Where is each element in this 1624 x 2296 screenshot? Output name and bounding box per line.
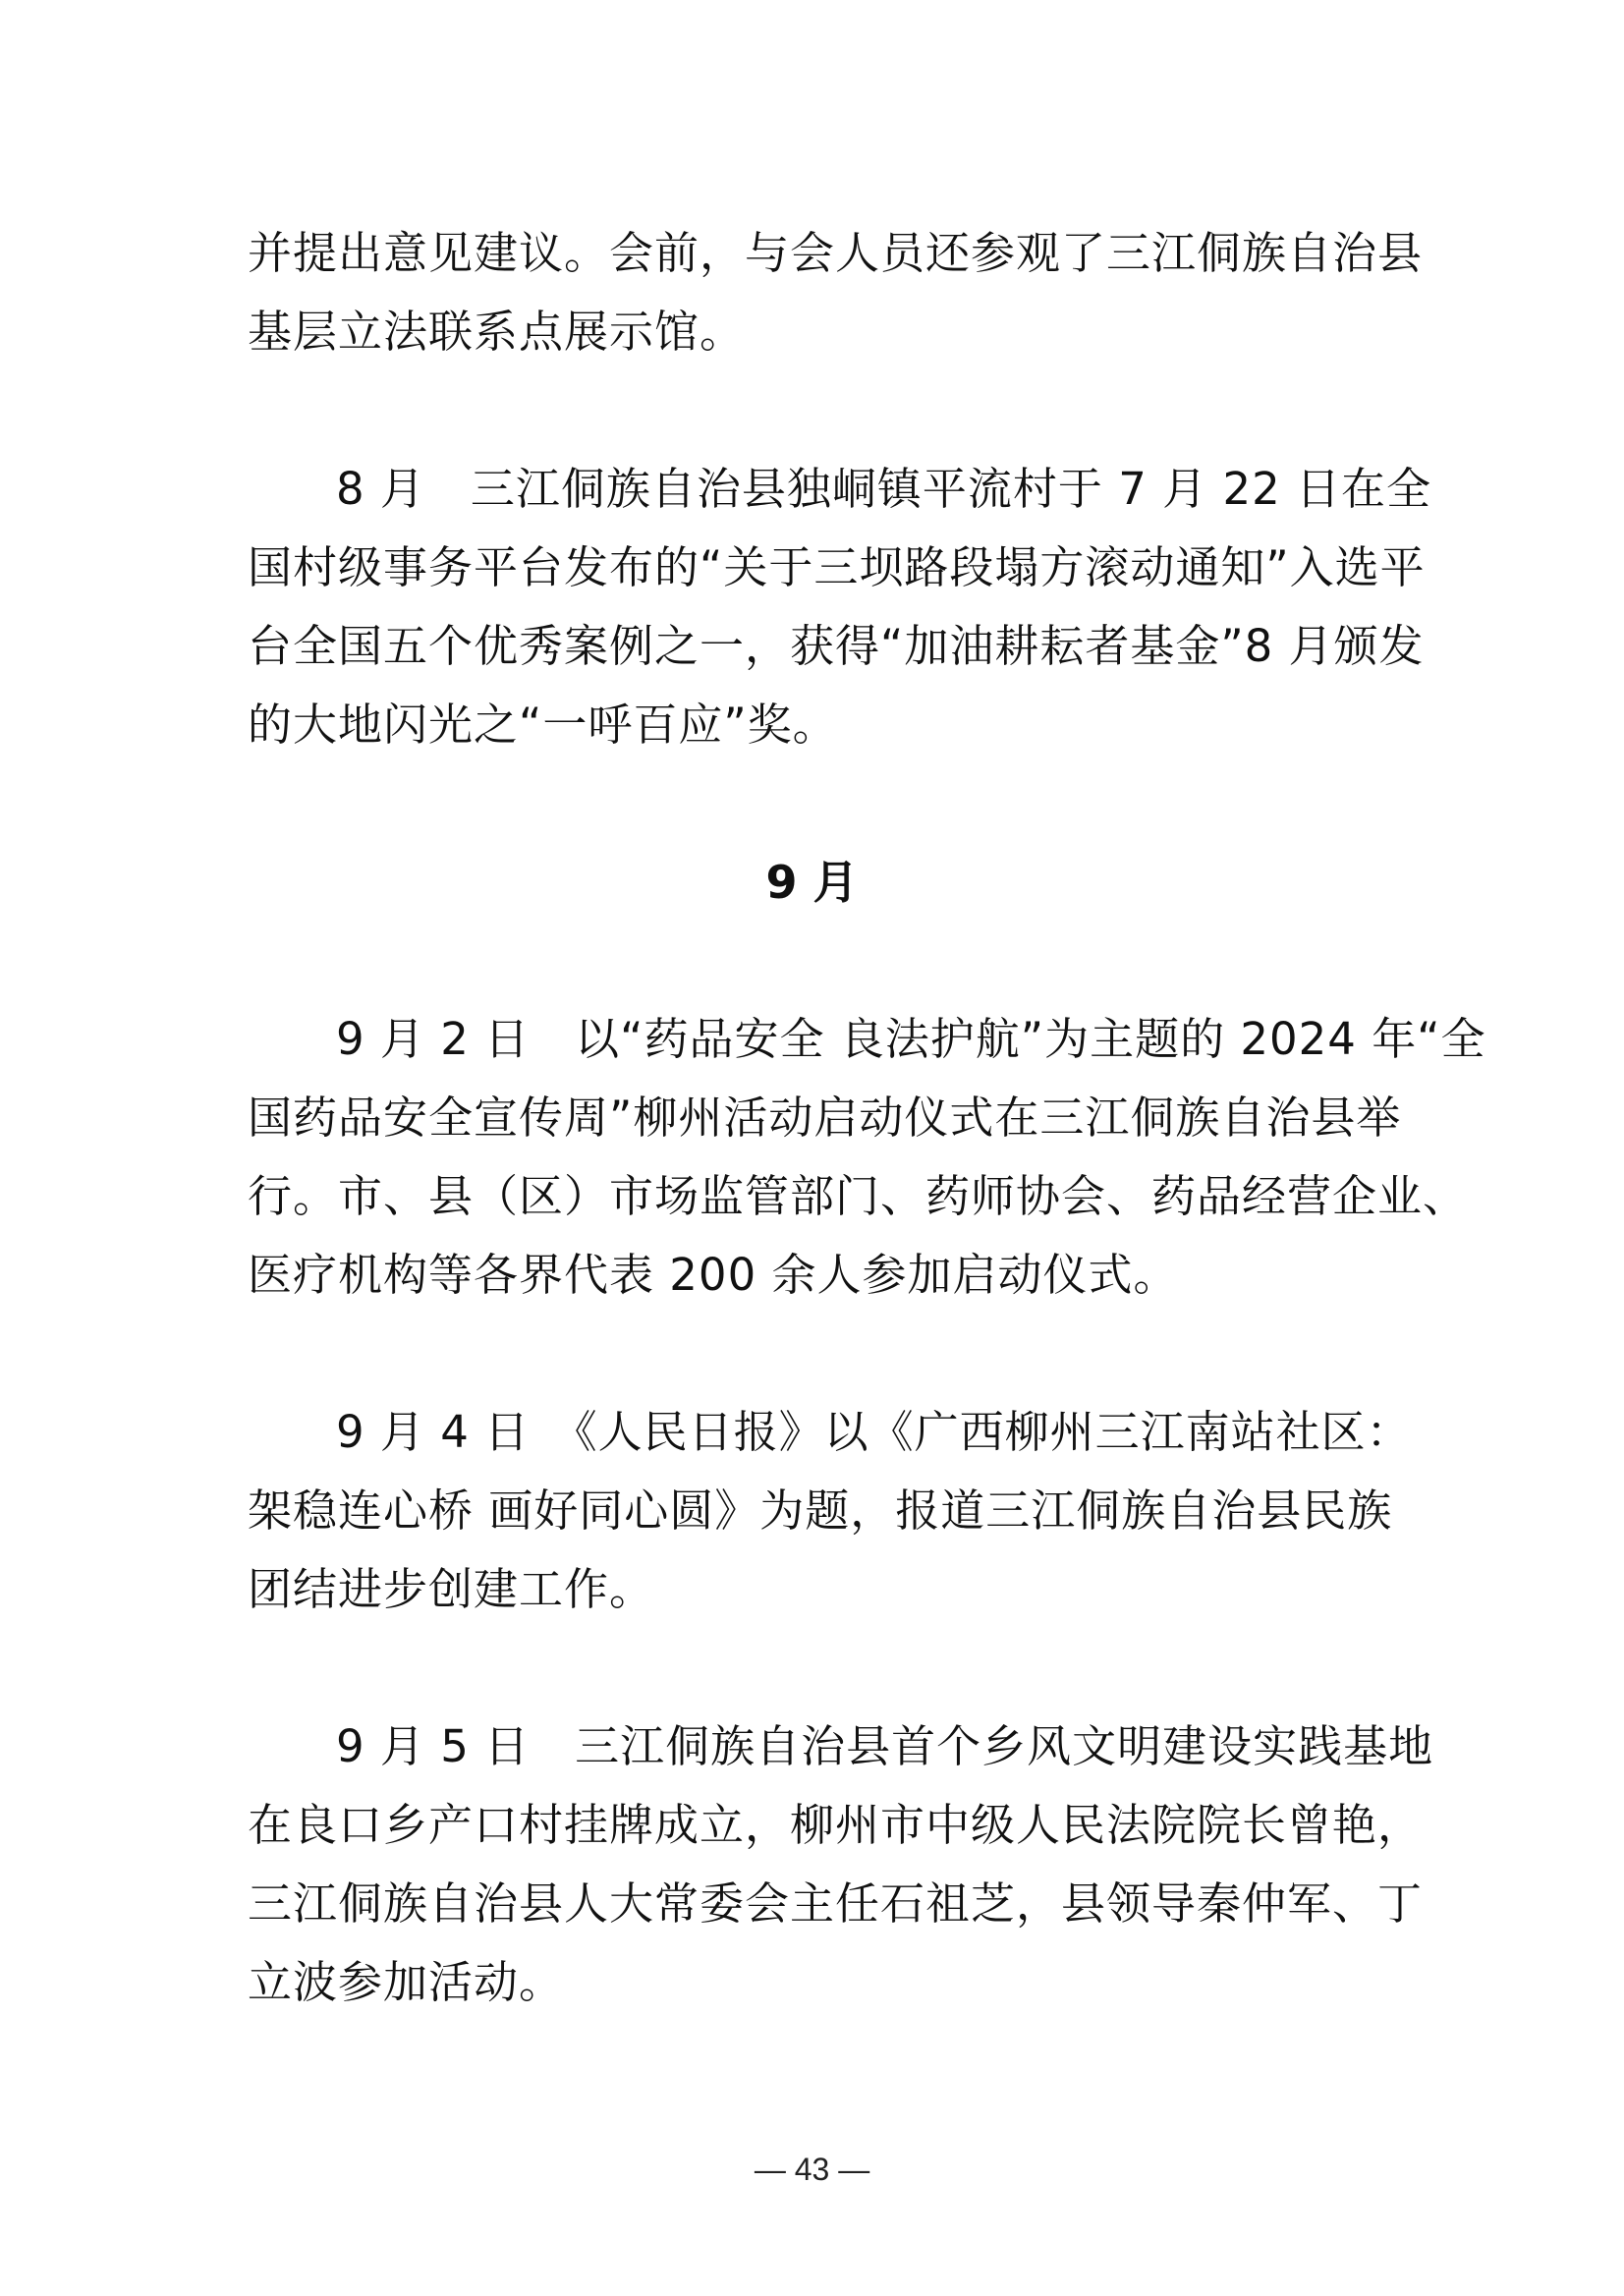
paragraph-august: [248, 450, 1432, 764]
text-line-content: 9 月 5 日 三江侗族自治县首个乡风文明建设实践基地: [336, 1720, 1434, 1772]
text-line: 行。市、县（区）市场监管部门、药师协会、药品经营企业、: [248, 1170, 1469, 1222]
section-heading-september: 9 月: [765, 856, 859, 909]
text-line: 团结进步创建工作。: [248, 1563, 655, 1615]
text-line: 基层立法联系点展示馆。: [248, 306, 746, 358]
paragraph-carryover: [248, 214, 1424, 371]
text-line-first: [248, 1708, 1434, 1786]
text-line: 的大地闪光之“一呼百应”奖。: [248, 699, 838, 751]
text-line-content: 9 月 2 日 以“药品安全 良法护航”为主题的 2024 年“全: [336, 1013, 1486, 1065]
text-line-content: 9 月 4 日 《人民日报》以《广西柳州三江南站社区：: [336, 1406, 1412, 1458]
text-line-first: [248, 450, 1432, 529]
page-number: — 43 —: [754, 2152, 870, 2187]
text-line-first: [248, 1393, 1412, 1472]
text-line: 医疗机构等各界代表 200 余人参加启动仪式。: [248, 1249, 1179, 1301]
text-line: 在良口乡产口村挂牌成立，柳州市中级人民法院院长曾艳，: [248, 1799, 1424, 1851]
text-line: 立波参加活动。: [248, 1956, 565, 2008]
text-line: 国村级事务平台发布的“关于三坝路段塌方滚动通知”入选平: [248, 541, 1426, 593]
text-line: 并提出意见建议。会前，与会人员还参观了三江侗族自治县: [248, 227, 1424, 279]
paragraph-sep-5: [248, 1708, 1434, 2022]
text-line: 三江侗族自治县人大常委会主任石祖芝，县领导秦仲军、丁: [248, 1877, 1424, 1930]
paragraph-sep-4: [248, 1393, 1412, 1629]
text-line-content: 8 月 三江侗族自治县独峒镇平流村于 7 月 22 日在全: [336, 463, 1432, 515]
text-line: 台全国五个优秀案例之一，获得“加油耕耘者基金”8 月颁发: [248, 620, 1425, 672]
text-line: 架稳连心桥 画好同心圆》为题，报道三江侗族自治县民族: [248, 1484, 1393, 1537]
text-line: 国药品安全宣传周”柳州活动启动仪式在三江侗族自治县举: [248, 1092, 1402, 1144]
paragraph-sep-2: [248, 1000, 1486, 1315]
text-line-first: [248, 1000, 1486, 1079]
